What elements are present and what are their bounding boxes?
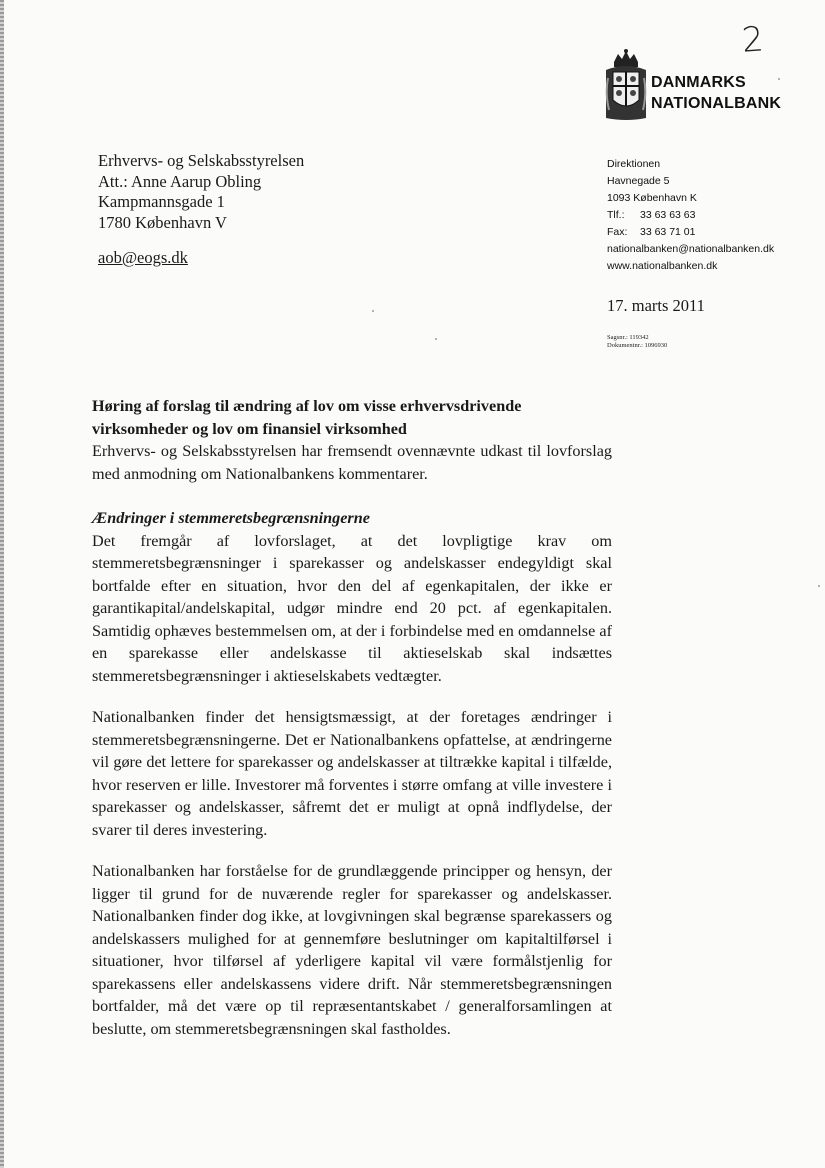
recipient-street: Kampmannsgade 1 (98, 192, 225, 211)
handwritten-page-number: 2 (740, 19, 766, 61)
sender-email[interactable]: nationalbanken@nationalbanken.dk (607, 243, 775, 255)
sender-dept: Direktionen (607, 158, 661, 170)
scan-speck (435, 338, 437, 340)
royal-crest-icon (604, 48, 648, 122)
paragraph-2: Nationalbanken finder det hensigtsmæssigt, at der foretages ændringer i stemmeretsbegrænsningerne. Det er Nationalbankens opfattelse, at ændringerne vil gøre det lettere for sparekasser og andelskasser at tiltrække kapital i tilfælde, hvor reserven er lille. Investorer må forventes i større omfang at ville investere i sparekasser og andelskasser, såfremt det er muligt at opnå indflydelse, der svarer til deres investering. (92, 708, 612, 839)
document-number: Dokumentnr.: 1096930 (607, 342, 668, 349)
letter-subject: Høring af forslag til ændring af lov om visse erhvervsdrivende virksomheder og lov om finansiel virksomhed (92, 397, 522, 438)
bank-name (651, 72, 781, 114)
sender-fax-number: 33 63 71 01 (640, 226, 696, 238)
reference-numbers (607, 334, 667, 350)
letter-intro: Erhvervs- og Selskabsstyrelsen har fremsendt ovennævnte udkast til lovforslag med anmodning om Nationalbankens kommentarer. (92, 442, 612, 483)
scan-speck (818, 585, 820, 587)
section-heading: Ændringer i stemmeretsbegrænsningerne (92, 509, 370, 527)
sender-fax (607, 224, 774, 241)
scan-speck (372, 310, 374, 312)
paragraph-3: Nationalbanken har forståelse for de grundlæggende principper og hensyn, der ligger til grund for de nuværende regler for sparekasser og andelskasser. Nationalbanken finder dog ikke, at lovgivningen skal begrænse sparekassers og andelskassers mulighed for at gennemføre beslutninger om kapitaltilførsel i situationer, hvor tilførsel af yderligere kapital vil være formålstjenlig for sparekassens eller andelskassens videre drift. Når stemmeretsbegrænsningen bortfalder, må det være op til repræsentantskabet / generalforsamlingen at beslutte, om stemmeretsbegrænsningen skal fastholdes. (92, 862, 612, 1038)
sender-street: Havnegade 5 (607, 175, 670, 187)
recipient-attention: Att.: Anne Aarup Obling (98, 171, 262, 191)
sender-website[interactable]: www.nationalbanken.dk (607, 260, 718, 272)
case-number: Sagsnr.: 119342 (607, 334, 649, 341)
letter-body (92, 395, 612, 1040)
sender-phone-number: 33 63 63 63 (640, 209, 696, 221)
sender-phone (607, 207, 774, 224)
sender-city: 1093 København K (607, 192, 697, 204)
recipient-email-link[interactable]: aob@eogs.dk (98, 248, 188, 267)
scan-speck (778, 78, 780, 80)
recipient-org: Erhvervs- og Selskabsstyrelsen (98, 151, 305, 170)
recipient-address (98, 151, 304, 233)
bank-name-line1: DANMARKS (651, 74, 746, 91)
letter-date: 17. marts 2011 (607, 296, 705, 315)
sender-address (607, 156, 774, 275)
scan-edge (0, 0, 4, 1168)
recipient-city: 1780 København V (98, 212, 227, 232)
paragraph-1: Det fremgår af lovforslaget, at det lovpligtige krav om stemmeretsbegrænsninger i sparekasser og andelskasser endegyldigt skal bortfalde efter en situation, hvor den del af egenkapitalen, der ikke er garantikapital/andelskapital, udgør mindre end 20 pct. af egenkapitalen. Samtidig ophæves bestemmelsen om, at der i forbindelse med en omdannelse af en sparekasse eller andelskasse til aktieselskab skal indsættes stemmeretsbegrænsninger i aktieselskabets vedtægter. (92, 531, 612, 685)
bank-name-line2: NATIONALBANK (651, 95, 782, 112)
sender-fax-label: Fax: (607, 226, 628, 238)
sender-phone-label: Tlf.: (607, 209, 625, 221)
